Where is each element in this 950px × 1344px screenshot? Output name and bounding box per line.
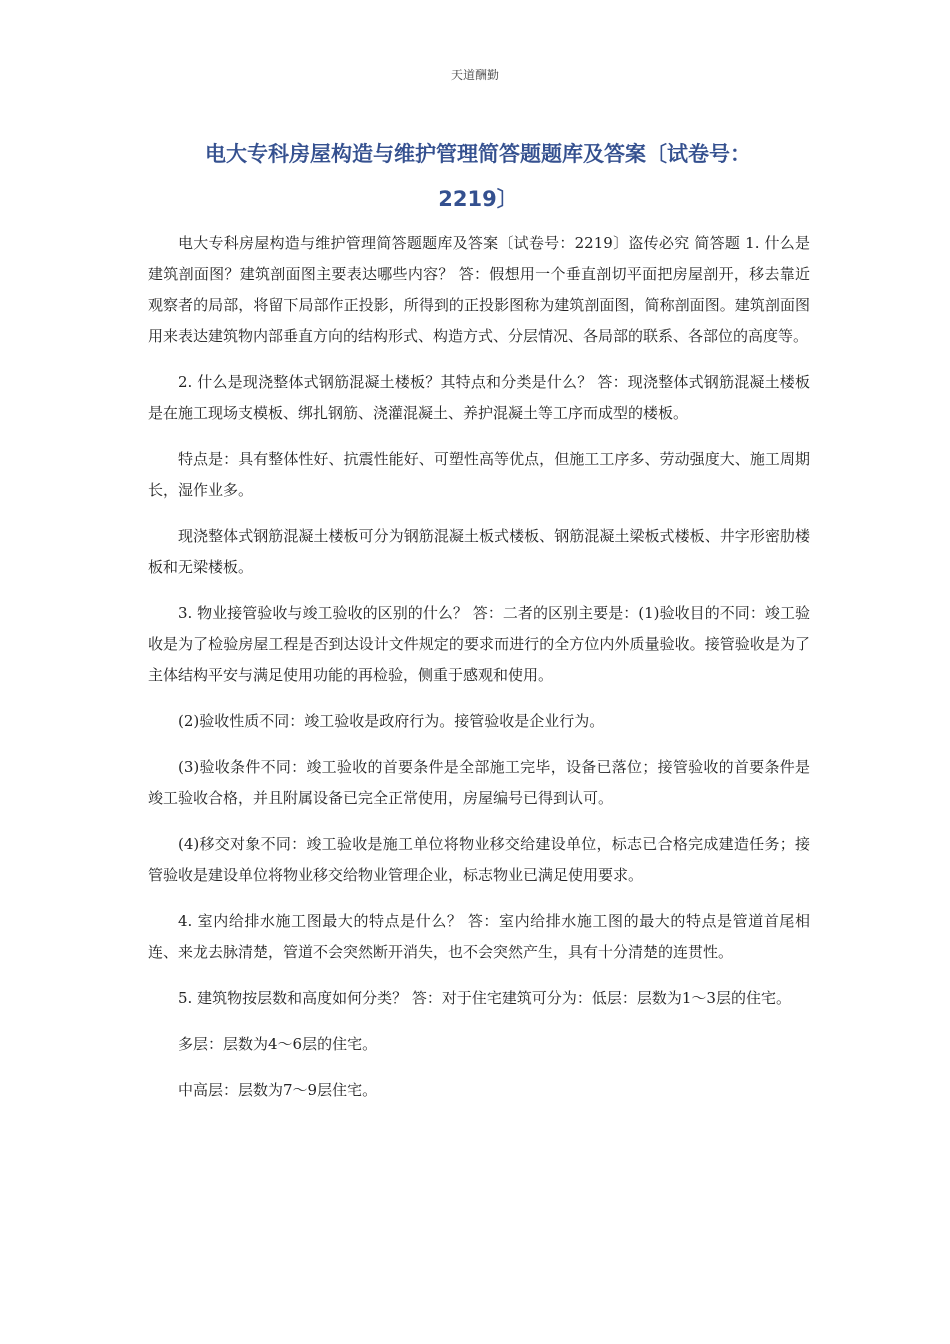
paragraph-q2-features: 特点是：具有整体性好、抗震性能好、可塑性高等优点，但施工工序多、劳动强度大、施工周期长，湿作业多。 [148, 450, 810, 499]
document-title [148, 132, 808, 222]
document-body [148, 228, 810, 1106]
paragraph-q3: 3. 物业接管验收与竣工验收的区别的什么？ 答：二者的区别主要是：(1)验收目的不同：竣工验收是为了检验房屋工程是否到达设计文件规定的要求而进行的全方位内外质量验收。接管验收是为了主体结构平安与满足使用功能的再检验，侧重于感观和使用。 [148, 604, 810, 684]
paragraph-intro-q1: 电大专科房屋构造与维护管理简答题题库及答案〔试卷号：2219〕盗传必究 简答题 1. 什么是建筑剖面图？建筑剖面图主要表达哪些内容？ 答：假想用一个垂直剖切平面把房屋剖开，移去靠近观察者的局部，将留下局部作正投影，所得到的正投影图称为建筑剖面图，简称剖面图。建筑剖面图用来表达建筑物内部垂直方向的结构形式、构造方式、分层情况、各局部的联系、各部位的高度等。 [148, 234, 810, 345]
paragraph-q2: 2. 什么是现浇整体式钢筋混凝土楼板？其特点和分类是什么？ 答：现浇整体式钢筋混凝土楼板是在施工现场支模板、绑扎钢筋、浇灌混凝土、养护混凝土等工序而成型的楼板。 [148, 373, 810, 422]
paragraph-q5: 5. 建筑物按层数和高度如何分类？ 答：对于住宅建筑可分为：低层：层数为1～3层的住宅。 [178, 989, 791, 1007]
paragraph-q3-point-4: (4)移交对象不同：竣工验收是施工单位将物业移交给建设单位，标志已合格完成建造任务；接管验收是建设单位将物业移交给物业管理企业，标志物业已满足使用要求。 [148, 835, 810, 884]
paragraph-q2-categories: 现浇整体式钢筋混凝土楼板可分为钢筋混凝土板式楼板、钢筋混凝土梁板式楼板、井字形密肋楼板和无梁楼板。 [148, 527, 810, 576]
title-line-1: 电大专科房屋构造与维护管理简答题题库及答案〔试卷号： [205, 142, 751, 166]
paragraph-q5-multi-storey: 多层：层数为4～6层的住宅。 [178, 1035, 378, 1053]
paragraph-q4: 4. 室内给排水施工图最大的特点是什么？ 答：室内给排水施工图的最大的特点是管道首尾相连、来龙去脉清楚，管道不会突然断开消失，也不会突然产生，具有十分清楚的连贯性。 [148, 912, 810, 961]
title-line-2: 2219〕 [438, 187, 518, 211]
page-header-mark: 天道酬勤 [450, 68, 499, 82]
paragraph-q3-point-3: (3)验收条件不同：竣工验收的首要条件是全部施工完毕，设备已落位；接管验收的首要条件是竣工验收合格，并且附属设备已完全正常使用，房屋编号已得到认可。 [148, 758, 810, 807]
paragraph-q3-point-2: (2)验收性质不同：竣工验收是政府行为。接管验收是企业行为。 [178, 712, 605, 730]
paragraph-q5-mid-high: 中高层：层数为7～9层住宅。 [178, 1081, 378, 1099]
